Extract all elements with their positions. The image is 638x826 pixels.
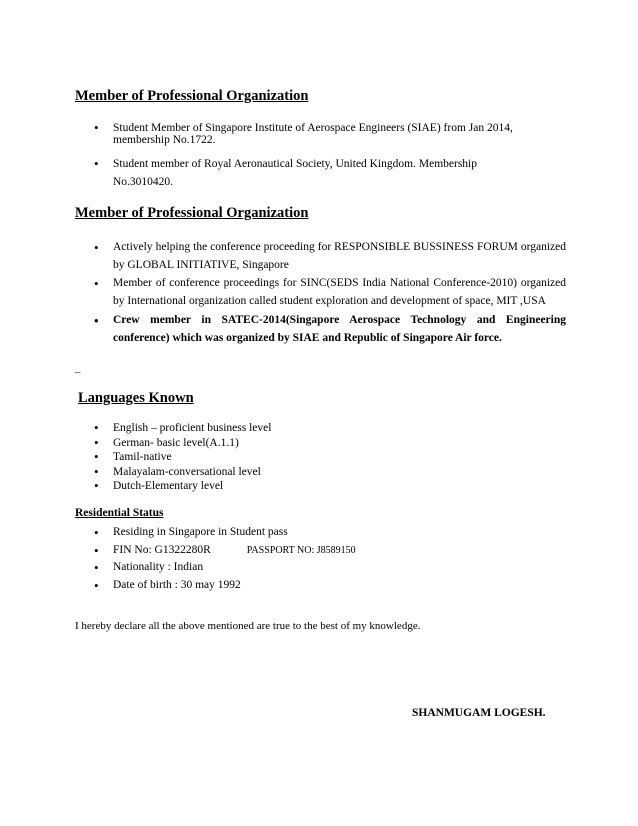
passport-number: PASSPORT NO: J8589150 [246,544,356,556]
list-item: • German- basic level(A.1.1) [94,436,494,451]
languages-list [94,421,494,494]
list-item: • English – proficient business level [94,421,494,436]
stray-dash: – [75,366,81,378]
list-item: • Student member of Royal Aeronautical Society, United Kingdom. Membership No.3010420. [94,155,534,191]
list-item: • Nationality : Indian [94,559,494,577]
list-item: • Actively helping the conference proceeding for RESPONSIBLE BUSSINESS FORUM organized by GLOBAL INITIATIVE, Singapore [94,239,566,274]
list-item: • Date of birth : 30 may 1992 [94,577,494,595]
residential-heading: Residential Status [75,507,164,519]
list-item [94,542,494,560]
list-item: • Crew member in SATEC-2014(Singapore Aerospace Technology and Engineering conference) which was organized by SIAE and Republic of Singapore Air force. [94,312,566,347]
list-item: • Residing in Singapore in Student pass [94,524,494,542]
professional-org-list-2 [94,239,566,348]
list-item: • Member of conference proceedings for SINC(SEDS India National Conference-2010) organized by International organization called student exploration and development of space, MIT ,USA [94,275,566,310]
list-item: • Malayalam-conversational level [94,465,494,480]
signature: SHANMUGAM LOGESH. [412,707,546,719]
list-item: • Dutch-Elementary level [94,479,494,494]
declaration: I hereby declare all the above mentioned are true to the best of my knowledge. [75,620,421,632]
languages-heading: Languages Known [78,390,194,406]
residential-list [94,524,494,594]
list-item: • Student Member of Singapore Institute of Aerospace Engineers (SIAE) from Jan 2014, membership No.1722. [94,122,534,146]
professional-org-heading-1: Member of Professional Organization [75,88,309,104]
fin-number: FIN No: G1322280R [113,543,211,556]
professional-org-heading-2: Member of Professional Organization [75,205,309,221]
professional-org-list-1 [94,122,534,200]
list-item: • Tamil-native [94,450,494,465]
